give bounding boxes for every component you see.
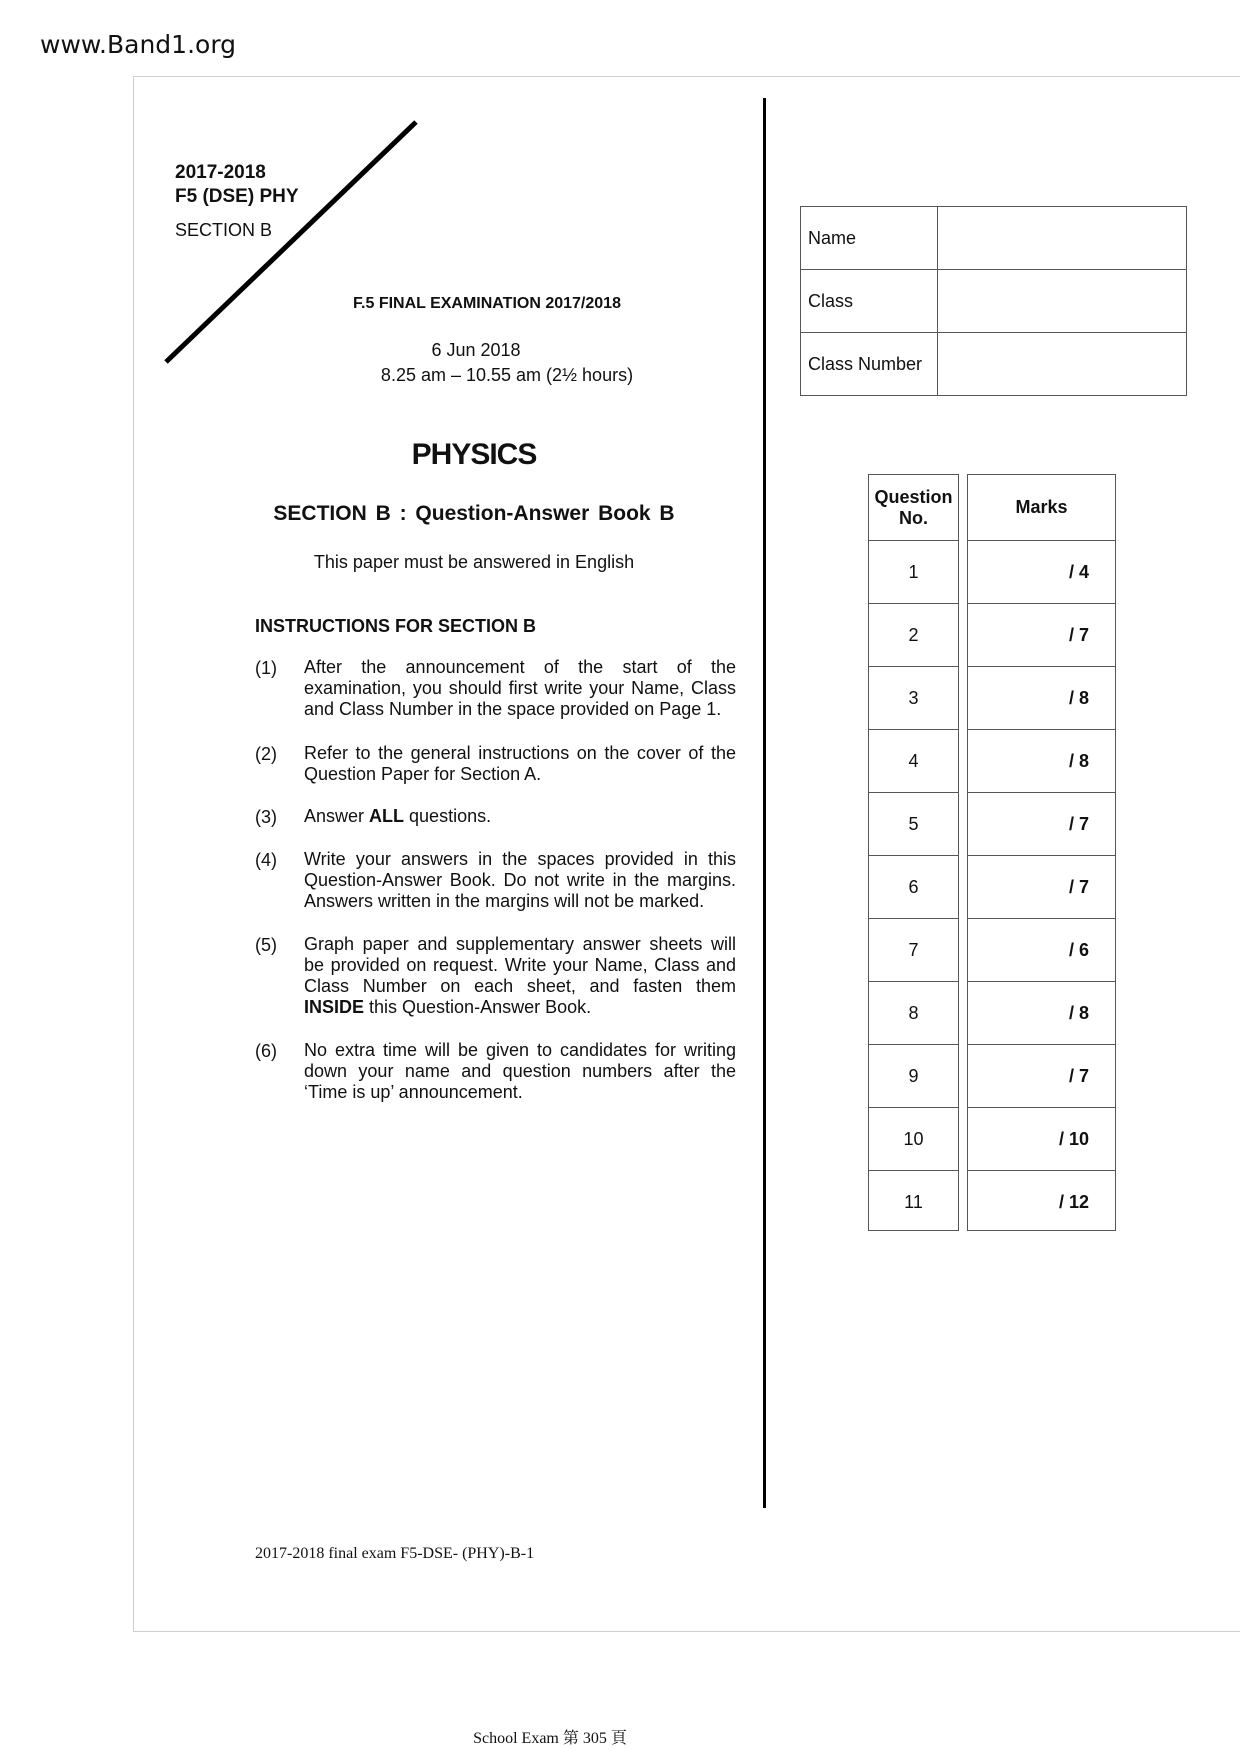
question-number-column (868, 474, 959, 1231)
marks-cell[interactable]: / 7 (968, 603, 1115, 666)
question-number-cell: 9 (869, 1044, 958, 1107)
question-number-cell: 11 (869, 1170, 958, 1233)
instruction-text-before: Refer to the general instructions on the cover of the Question Paper for Section A. (304, 743, 736, 784)
student-info-table (800, 206, 1187, 396)
info-input-field[interactable] (938, 333, 1187, 396)
instruction-text-after: this Question-Answer Book. (364, 997, 592, 1017)
marks-cell[interactable]: / 8 (968, 666, 1115, 729)
marks-cell[interactable]: / 4 (968, 540, 1115, 603)
section-title: SECTION B : Question-Answer Book B (273, 502, 675, 525)
instruction-text-before: No extra time will be given to candidates for writing down your name and question numbers after the ‘Time is up’ announcement. (304, 1040, 736, 1102)
info-input-field[interactable] (938, 207, 1187, 270)
language-note: This paper must be answered in English (313, 552, 635, 572)
instruction-text-bold: INSIDE (304, 997, 365, 1017)
info-label: Name (801, 207, 938, 270)
instruction-text (304, 806, 736, 827)
instruction-text (304, 657, 736, 720)
header-section: SECTION B (175, 220, 273, 240)
question-number-cell: 4 (869, 729, 958, 792)
instruction-text-before: Write your answers in the spaces provided in this Question-Answer Book. Do not write in the margins. Answers written in the margins will not be marked. (304, 849, 736, 911)
instruction-number: (3) (255, 807, 277, 827)
info-input-field[interactable] (938, 270, 1187, 333)
instruction-text-before: After the announcement of the start of the examination, you should first write your Name, Class and Class Number in the space provided on Page 1. (304, 657, 736, 719)
info-row (801, 333, 1187, 396)
instruction-number: (2) (255, 744, 277, 764)
question-number-cell: 7 (869, 918, 958, 981)
instruction-number: (6) (255, 1041, 277, 1061)
header-year: 2017-2018 (175, 162, 266, 183)
question-number-cell: 3 (869, 666, 958, 729)
question-no-header: No. (899, 507, 928, 528)
marks-cell[interactable]: / 12 (968, 1170, 1115, 1233)
footer-code: 2017-2018 final exam F5-DSE- (PHY)-B-1 (255, 1545, 535, 1562)
question-number-cell: 2 (869, 603, 958, 666)
instruction-number: (5) (255, 935, 277, 955)
instruction-number: (4) (255, 850, 277, 870)
instruction-text-bold: ALL (369, 806, 405, 826)
info-label: Class (801, 270, 938, 333)
instruction-text (304, 849, 736, 912)
info-label: Class Number (801, 333, 938, 396)
marks-header: Marks (1015, 497, 1068, 517)
info-row (801, 207, 1187, 270)
question-number-cell: 10 (869, 1107, 958, 1170)
question-number-cell: 6 (869, 855, 958, 918)
instruction-text-before: Graph paper and supplementary answer sheets will be provided on request. Write your Name, Class and Class Number on each sheet, and fasten them (304, 934, 736, 996)
marks-cell[interactable]: / 7 (968, 855, 1115, 918)
exam-date: 6 Jun 2018 (431, 340, 521, 360)
instruction-text-before: Answer (304, 806, 370, 826)
question-number-cell: 1 (869, 540, 958, 603)
subject-title: PHYSICS (411, 438, 537, 471)
marks-cell[interactable]: / 8 (968, 729, 1115, 792)
marks-cell[interactable]: / 7 (968, 792, 1115, 855)
question-number-cell: 5 (869, 792, 958, 855)
marks-cell[interactable]: / 6 (968, 918, 1115, 981)
marks-cell[interactable]: / 7 (968, 1044, 1115, 1107)
question-number-cell: 8 (869, 981, 958, 1044)
page-number: School Exam 第 305 頁 (473, 1730, 627, 1747)
question-header: Question (874, 486, 953, 507)
marks-cell[interactable]: / 10 (968, 1107, 1115, 1170)
marks-column (967, 474, 1116, 1231)
instruction-text (304, 1040, 736, 1103)
instruction-text (304, 743, 736, 785)
exam-title: F.5 FINAL EXAMINATION 2017/2018 (353, 295, 621, 312)
marks-cell[interactable]: / 8 (968, 981, 1115, 1044)
instruction-number: (1) (255, 658, 277, 678)
exam-time: 8.25 am – 10.55 am (2½ hours) (380, 365, 634, 385)
instructions-heading: INSTRUCTIONS FOR SECTION B (255, 616, 537, 636)
site-url: www.Band1.org (40, 30, 237, 59)
instruction-text (304, 934, 736, 1018)
header-course: F5 (DSE) PHY (175, 186, 299, 207)
info-row (801, 270, 1187, 333)
instruction-text-after: questions. (404, 806, 492, 826)
